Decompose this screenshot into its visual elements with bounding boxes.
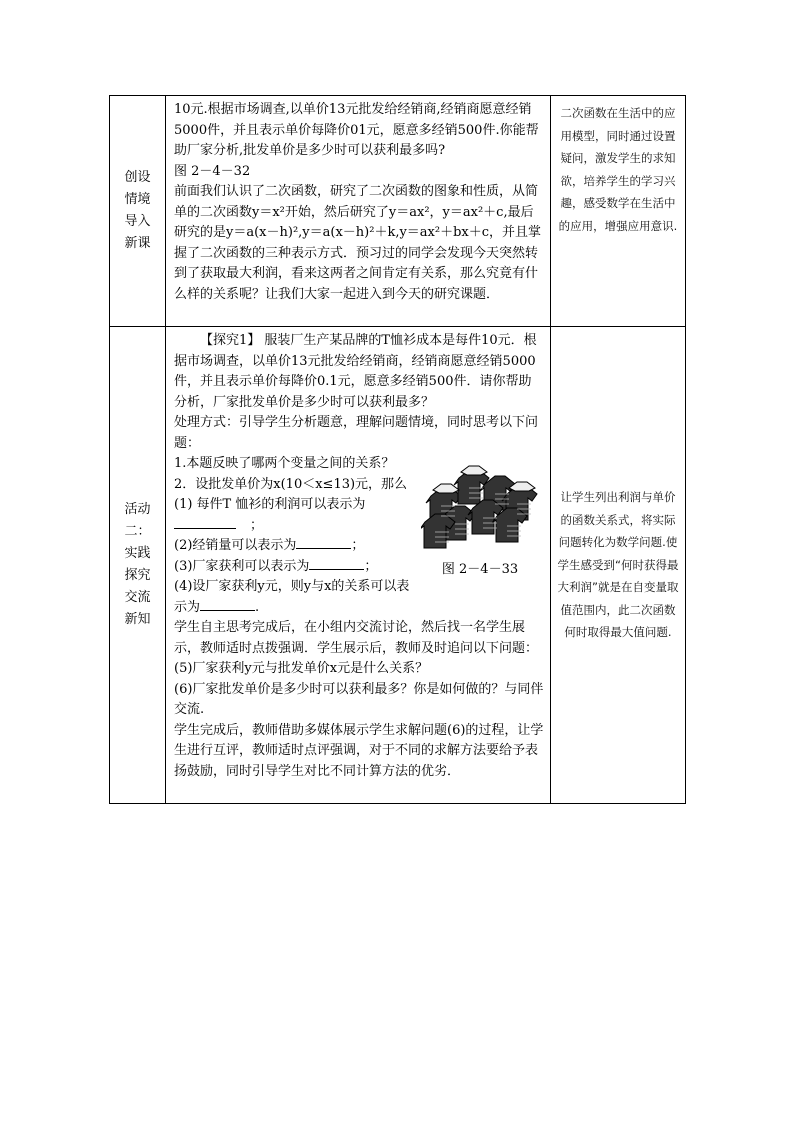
punct: ； [250,517,264,533]
label-line: 二： [124,524,151,539]
intro-review-text: 前面我们认识了二次函数，研究了二次函数的图象和性质，从简单的二次函数y＝x²开始，然后研究了y＝ax²，y＝ax²＋c,最后研究的是y＝a(x－h)²,y＝a(x－h)²＋k,y＝ax²＋bx＋c，并且掌握了二次函数的三种表示方式．预习过的同学会发现今天突然转到了获取最大利润，看来这两者之间肯定有关系，那么究竟有什么样的关系呢？让我们大家一起进入到今天的研究课题． [174,184,542,302]
question-1: 1.本题反映了哪两个变量之间的关系？ [174,456,395,471]
question-5: (5)厂家获利y元与批发单价x元是什么关系？ [174,661,429,676]
question-2-3-text: (3)厂家获利可以表示为 [174,558,310,574]
figure-reference: 图 2－4－32 [174,163,251,179]
label-line: 新知 [124,612,151,627]
intro-problem-text: 10元.根据市场调查,以单价13元批发给经销商,经销商愿意经销5000件，并且表示单价每降价01元，愿意多经销500件.你能帮助厂家分析,批发单价是多少时可以获利最多吗? [174,102,539,158]
tshirt-figure [420,456,540,581]
label-line: 活动 [124,502,151,517]
row-label-intro [110,96,166,327]
note-text: 让学生列出利润与单价的函数关系式，将实际问题转化为数学问题.使学生感受到“何时获得最大利润”就是在自变量取值范围内，此二次函数何时取得最大值问题. [557,490,679,640]
closing-text: 学生完成后，教师借助多媒体展示学生求解问题(6)的过程，让学生进行互评，教师适时点评强调，对于不同的求解方法要给予表扬鼓励，同时引导学生对比不同计算方法的优劣． [174,722,544,779]
design-note-activity-2 [551,327,686,804]
label-line: 交流 [124,590,151,605]
lesson-plan-table [109,95,686,804]
exploration-problem: 【探究1】 服装厂生产某品牌的T恤衫成本是每件10元．根据市场调查，以单价13元批发给经销商，经销商愿意经销5000件，并且表示单价每降价0.1元，愿意多经销500件．请你帮助分析，厂家批发单价是多少时可以获利最多？ [174,333,537,410]
answer-blank[interactable] [200,598,255,611]
tshirt-pile-icon [421,456,539,554]
question-2-2-text: (2)经销量可以表示为 [174,538,297,553]
method-text: 处理方式：引导学生分析题意，理解问题情境，同时思考以下问题： [174,415,539,451]
note-text: 二次函数在生活中的应用模型，同时通过设置疑问，激发学生的求知欲，培养学生的学习兴趣，感受数学在生活中的应用，增强应用意识. [558,106,678,233]
row-label-activity-2 [110,327,166,804]
label-line: 探究 [124,568,151,583]
label-line: 新课 [124,236,151,251]
punct: ； [351,538,365,553]
punct: . [255,599,260,615]
label-line: 创设 [124,170,151,185]
label-line: 导入 [124,214,151,229]
answer-blank[interactable] [296,536,351,549]
content-intro [166,96,551,327]
label-line: 实践 [124,546,151,561]
question-2: 2．设批发单价为x(10＜x≤13)元，那么 [174,476,408,492]
question-6: (6)厂家批发单价是多少时可以获利最多？你是如何做的？与同伴交流. [174,681,544,717]
punct: ； [364,558,378,574]
answer-blank[interactable] [174,516,236,529]
question-2-4-text: (4)设厂家获利y元，则y与x的关系可以表示为 [174,579,410,615]
design-note-intro [551,96,686,327]
question-2-1-text: (1) 每件T 恤衫的利润可以表示为 [174,497,366,512]
figure-caption: 图 2－4－33 [441,562,519,577]
label-line: 情境 [124,192,151,207]
content-activity-2 [166,327,551,804]
answer-blank[interactable] [309,557,364,570]
table-row-activity-2 [110,327,686,804]
discussion-text: 学生自主思考完成后，在小组内交流讨论，然后找一名学生展示，教师适时点拨强调．学生展示后，教师及时追问以下问题： [174,620,539,656]
question-2-4 [174,577,544,618]
table-row-intro [110,96,686,327]
